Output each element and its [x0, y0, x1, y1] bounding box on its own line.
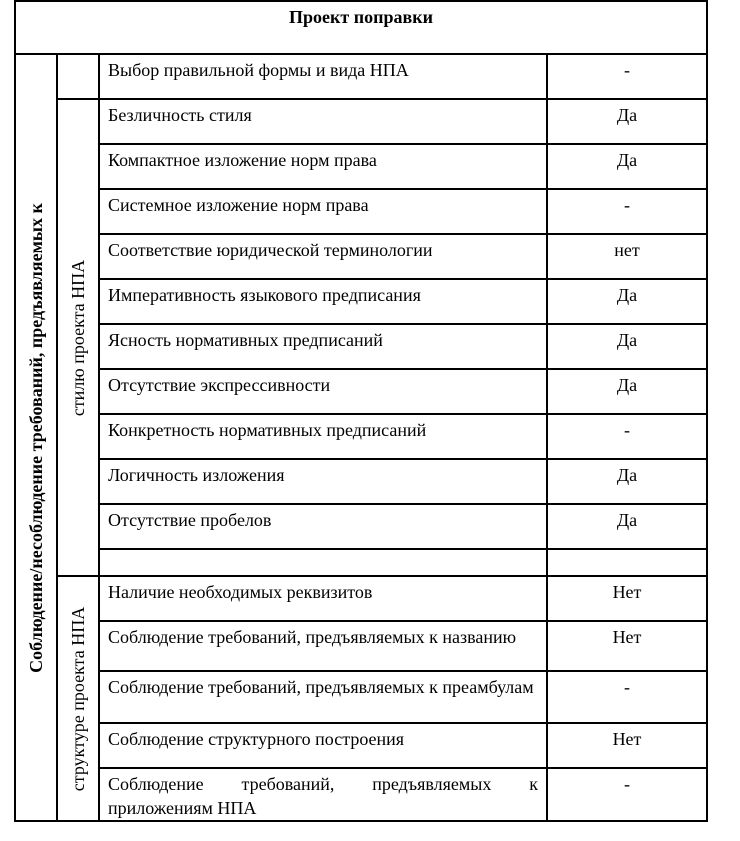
criterion-cell: Компактное изложение норм права — [99, 144, 547, 189]
criterion-cell: Системное изложение норм права — [99, 189, 547, 234]
table-row — [15, 768, 707, 821]
table-row — [15, 54, 707, 99]
table-row — [15, 324, 707, 369]
table-row — [15, 189, 707, 234]
table-header-row — [15, 1, 707, 54]
criterion-cell: Соблюдение структурного построения — [99, 723, 547, 768]
table-row — [15, 671, 707, 723]
table-row — [15, 459, 707, 504]
table-row — [15, 369, 707, 414]
value-cell: - — [547, 414, 707, 459]
table-row — [15, 279, 707, 324]
criterion-cell: Конкретность нормативных предписаний — [99, 414, 547, 459]
table-row — [15, 723, 707, 768]
criterion-cell: Выбор правильной формы и вида НПА — [99, 54, 547, 99]
criterion-cell: Соответствие юридической терминологии — [99, 234, 547, 279]
table-row — [15, 144, 707, 189]
value-cell — [547, 549, 707, 576]
table-row — [15, 504, 707, 549]
subgroup-style-label: стилю проекта НПА — [57, 99, 99, 576]
value-cell: Нет — [547, 576, 707, 621]
criterion-cell: Соблюдение требований, предъявляемых к приложениям НПА — [99, 768, 547, 821]
main-group-label: Соблюдение/несоблюдение требований, предъявляемых к — [15, 54, 57, 821]
value-cell: нет — [547, 234, 707, 279]
subgroup-structure-label: структуре проекта НПА — [57, 576, 99, 821]
table-row — [15, 414, 707, 459]
value-cell: Нет — [547, 723, 707, 768]
criterion-cell: Соблюдение требований, предъявляемых к преамбулам — [99, 671, 547, 723]
criterion-cell: Безличность стиля — [99, 99, 547, 144]
value-cell: Нет — [547, 621, 707, 671]
evaluation-table — [14, 0, 708, 822]
criterion-cell: Ясность нормативных предписаний — [99, 324, 547, 369]
value-cell: Да — [547, 324, 707, 369]
criterion-cell: Наличие необходимых реквизитов — [99, 576, 547, 621]
value-cell: Да — [547, 459, 707, 504]
criterion-cell: Отсутствие пробелов — [99, 504, 547, 549]
criterion-cell: Императивность языкового предписания — [99, 279, 547, 324]
table-title: Проект поправки — [15, 1, 707, 54]
value-cell: - — [547, 54, 707, 99]
value-cell: Да — [547, 99, 707, 144]
table-row-empty — [15, 549, 707, 576]
value-cell: - — [547, 189, 707, 234]
value-cell: Да — [547, 504, 707, 549]
criterion-cell — [99, 549, 547, 576]
empty-subgroup-cell — [57, 54, 99, 99]
table-row — [15, 234, 707, 279]
value-cell: Да — [547, 144, 707, 189]
table-row — [15, 576, 707, 621]
criterion-cell: Логичность изложения — [99, 459, 547, 504]
value-cell: Да — [547, 369, 707, 414]
criterion-cell: Соблюдение требований, предъявляемых к названию — [99, 621, 547, 671]
value-cell: Да — [547, 279, 707, 324]
criterion-cell: Отсутствие экспрессивности — [99, 369, 547, 414]
value-cell: - — [547, 671, 707, 723]
table-row — [15, 99, 707, 144]
value-cell: - — [547, 768, 707, 821]
table-row — [15, 621, 707, 671]
